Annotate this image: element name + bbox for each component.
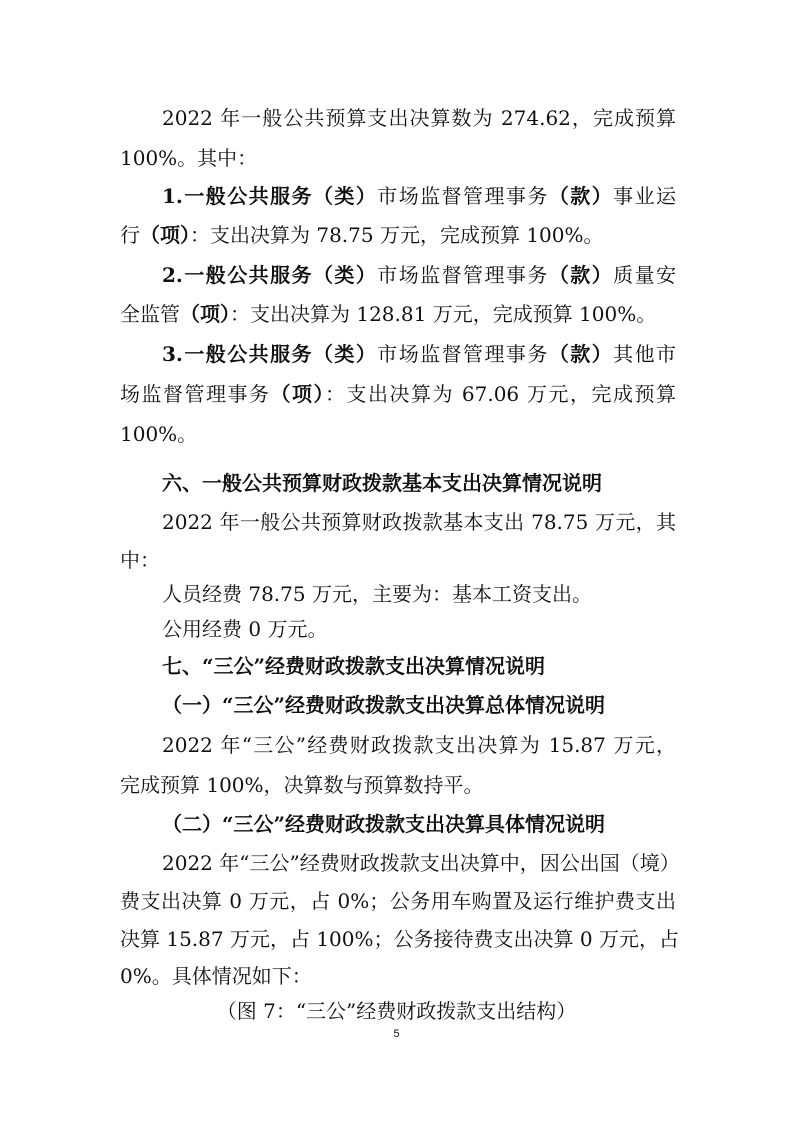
item-text: ：支出决算为 78.75 万元，完成预算 100%。: [190, 223, 604, 247]
body-line: 公用经费 0 万元。: [162, 617, 328, 641]
item-text: 市场监督管理事务: [377, 184, 549, 208]
body-line: 2022 年“三公”经费财政拨款支出决算为 15.87 万元，: [162, 733, 676, 757]
body-line: 决算 15.87 万元，占 100%；公务接待费支出决算 0 万元，占: [120, 927, 679, 951]
item-bold: （款）: [548, 263, 614, 287]
item-text: 质量安: [613, 263, 677, 287]
body-line: 中：: [120, 548, 160, 572]
item-3-line-2: [120, 380, 676, 408]
body-line: 人员经费 78.75 万元，主要为：基本工资支出。: [162, 582, 592, 606]
item-bold: （款）: [548, 342, 614, 366]
section-heading-7: 七、“三公”经费财政拨款支出决算情况说明: [162, 654, 546, 678]
body-line: 0%。具体情况如下：: [120, 964, 312, 988]
item-1-line-2: [120, 221, 604, 249]
subsection-heading-7-2: （二）“三公”经费财政拨款支出决算具体情况说明: [162, 812, 606, 836]
item-text: 全监管: [120, 302, 180, 326]
body-line: 费支出决算 0 万元，占 0%；公务用车购置及运行维护费支出: [120, 889, 676, 913]
item-bold: 3.一般公共服务（类）: [162, 342, 378, 366]
body-line: 完成预算 100%，决算数与预算数持平。: [120, 773, 484, 797]
item-bold: 1.一般公共服务（类）: [162, 184, 378, 208]
item-text: 其他市: [613, 342, 677, 366]
body-line: 2022 年一般公共预算财政拨款基本支出 78.75 万元，其: [162, 510, 676, 534]
item-bold: （项）: [270, 382, 326, 406]
item-bold: （项）: [180, 302, 230, 326]
item-text: ：支出决算为 67.06 万元，完成预算: [325, 382, 677, 406]
item-2-line-1: [162, 261, 676, 289]
item-bold: 2.一般公共服务（类）: [162, 263, 378, 287]
item-3-line-1: [162, 340, 676, 368]
item-text: 市场监督管理事务: [377, 342, 549, 366]
item-2-line-2: [120, 300, 656, 328]
body-line: 100%。其中：: [120, 146, 258, 170]
body-line: 2022 年“三公”经费财政拨款支出决算中，因公出国（境）: [162, 851, 680, 875]
item-text: 场监督管理事务: [120, 382, 271, 406]
item-3-line-3: 100%。: [120, 422, 198, 446]
subsection-heading-7-1: （一）“三公”经费财政拨款支出决算总体情况说明: [162, 693, 606, 717]
item-text: 事业运: [613, 184, 677, 208]
item-1-line-1: [162, 182, 676, 210]
page-number: 5: [393, 1028, 400, 1040]
body-line: 2022 年一般公共预算支出决算数为 274.62，完成预算: [162, 106, 676, 130]
item-text: 市场监督管理事务: [377, 263, 549, 287]
section-heading-6: 六、一般公共预算财政拨款基本支出决算情况说明: [162, 471, 602, 495]
item-bold: （款）: [548, 184, 614, 208]
figure-caption: （图 7：“三公”经费财政拨款支出结构）: [216, 999, 577, 1023]
item-text: 行: [120, 223, 140, 247]
item-text: ：支出决算为 128.81 万元，完成预算 100%。: [230, 302, 657, 326]
item-bold: （项）: [140, 223, 190, 247]
